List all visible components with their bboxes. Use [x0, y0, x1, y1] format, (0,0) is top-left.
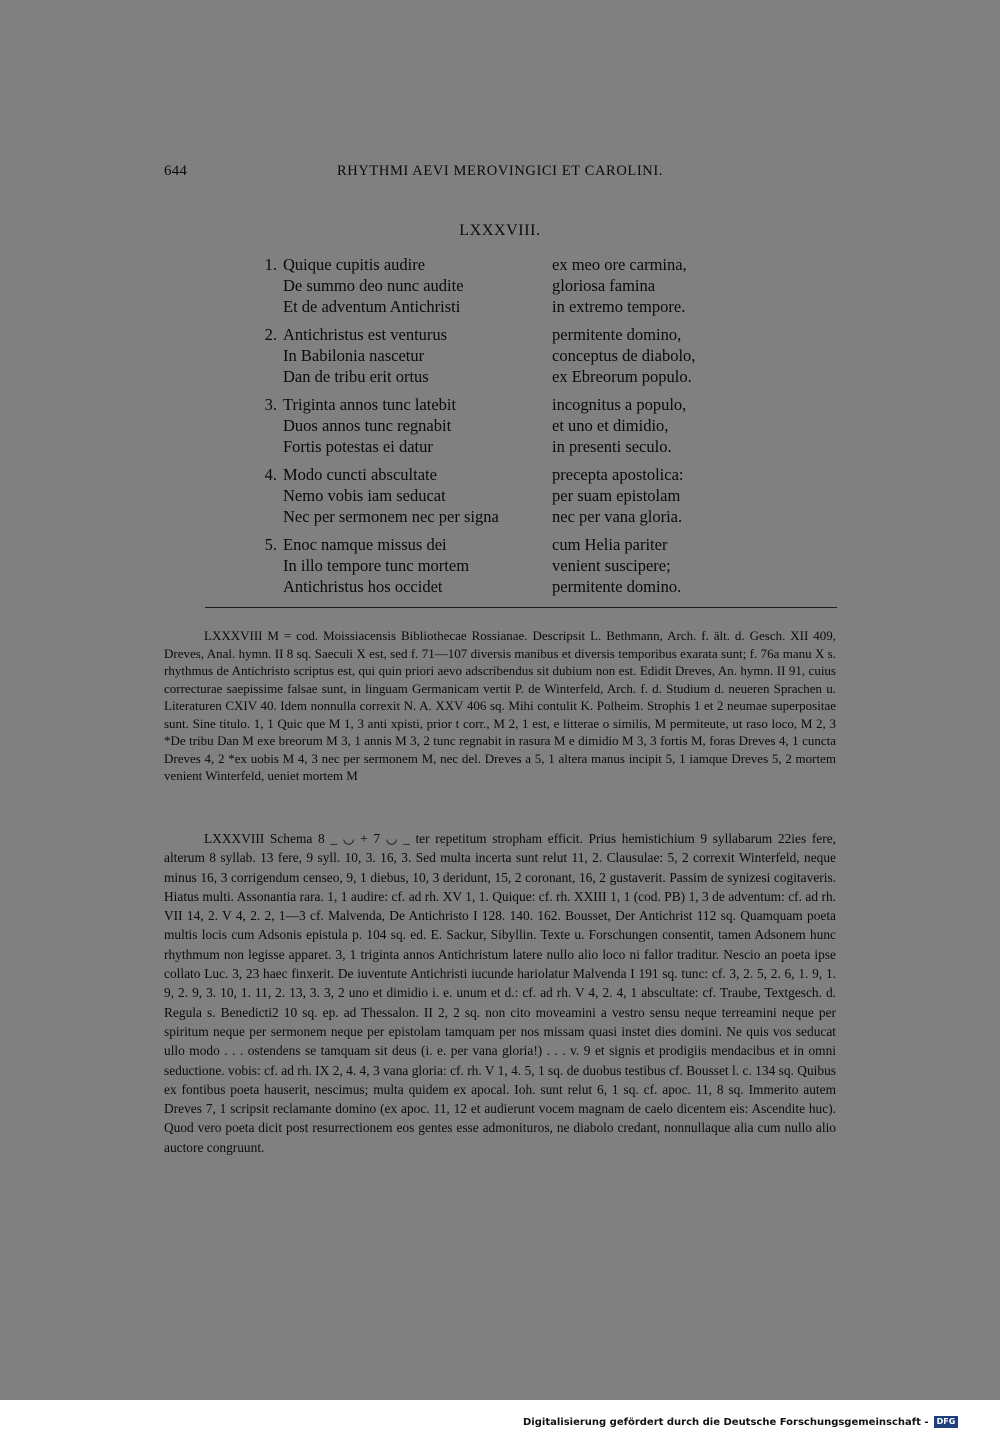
- line-second-half: permitente domino,: [552, 325, 682, 344]
- stanza-number: 4.: [264, 465, 277, 484]
- line-second-half: conceptus de diabolo,: [552, 346, 696, 365]
- footer-text: Digitalisierung gefördert durch die Deutsche Forschungsgemeinschaft -: [523, 1417, 929, 1428]
- line-first-half: Nec per sermonem nec per signa: [283, 507, 499, 526]
- line-first-half: Enoc namque missus dei: [283, 535, 447, 554]
- poem-line: [255, 275, 775, 296]
- poem-line: [255, 254, 775, 275]
- line-first-half: Quique cupitis audire: [283, 255, 426, 274]
- stanza-5: [255, 534, 775, 597]
- poem-line: [255, 506, 775, 527]
- line-first-half: Dan de tribu erit ortus: [283, 367, 429, 386]
- stanza-number: 1.: [264, 255, 277, 274]
- poem-line: [255, 485, 775, 506]
- poem-line: [255, 366, 775, 387]
- stanza-number: 5.: [264, 535, 277, 554]
- running-title: RHYTHMI AEVI MEROVINGICI ET CAROLINI.: [337, 163, 664, 179]
- line-first-half: Fortis potestas ei datur: [283, 437, 433, 456]
- line-second-half: precepta apostolica:: [552, 465, 684, 484]
- poem-line: [255, 345, 775, 366]
- line-first-half: Triginta annos tunc latebit: [283, 395, 457, 414]
- line-first-half: Nemo vobis iam seducat: [283, 486, 446, 505]
- stanza-number: 3.: [264, 395, 277, 414]
- line-second-half: in extremo tempore.: [552, 297, 686, 316]
- line-second-half: in presenti seculo.: [552, 437, 672, 456]
- stanza-1: [255, 254, 775, 317]
- funding-footer: [523, 1416, 958, 1428]
- poem-line: [255, 415, 775, 436]
- line-first-half: Duos annos tunc regnabit: [283, 416, 452, 435]
- line-second-half: et uno et dimidio,: [552, 416, 669, 435]
- commentary: [164, 829, 836, 1157]
- stanza-3: [255, 394, 775, 457]
- poem-line: [255, 394, 775, 415]
- line-first-half: De summo deo nunc audite: [283, 276, 464, 295]
- line-second-half: incognitus a populo,: [552, 395, 687, 414]
- stanza-number: 2.: [264, 325, 277, 344]
- line-second-half: gloriosa famina: [552, 276, 656, 295]
- line-first-half: Antichristus hos occidet: [283, 577, 443, 596]
- poem-title: LXXXVIII.: [459, 222, 541, 239]
- commentary-text: LXXXVIII Schema 8 _ ◡ + 7 ◡ _ ter repetitum stropham efficit. Prius hemistichium 9 syllabarum 22ies fere, alterum 8 syllab. 13 fere, 9 syll. 10, 3. 16, 3. Sed multa incerta sunt relut 11, 2. Clausulae: 5, 2 correxit Winterfeld, neque minus 16, 3 corrigendum censeo, 9, 1 diebus, 10, 3 deridunt, 15, 2 coronant, 16, 2 gustaverit. Passim de synizesi cogitaveris. Hiatus multi. Assonantia rara. 1, 1 audire: cf. ad rh. XV 1, 1. Quique: cf. rh. XXIII 1, 1 (cod. PB) 1, 3 de adventum: cf. ad rh. VII 14, 2. V 4, 2. 2, 1—3 cf. Malvenda, De Antichristo I 128. 140. 162. Bousset, Der Antichrist 112 sq. Quamquam poeta multis locis cum Adsonis epistula p. 104 sq. ed. E. Sackur, Sibyllin. Texte u. Forschungen consentit, tamen Adsonem hunc rhythmum non legisse apparet. 3, 1 triginta annos Antichristum latere nullo alio loco ni fallor traditur. Nescio an poeta ipse collato Luc. 3, 23 haec finxerit. De iuventute Antichristi iucunde hariolatur Malvenda I 191 sq. tunc: cf. 3, 2. 5, 2. 6, 1. 9, 1. 9, 2. 9, 3. 10, 1. 11, 2. 13, 3. 3, 2 uno et dimidio i. e. unum et d.: cf. ad rh. V 4, 2. 4, 1 abscultate: cf. Traube, Textgesch. d. Regula s. Benedicti2 10 sq. ep. ad Thessalon. II 2, 2 sq. non cito moveamini a vestro sensu neque terreamini neque per spiritum neque per sermonem neque per epistolam tamquam per nos missam quasi instet dies domini. Ne quis vos seducat ullo modo . . . ostendens se tamquam sit deus (i. e. per vana gloria!) . . . v. 9 et signis et prodigiis mendacibus et in omni seductione. vobis: cf. ad rh. IX 2, 4. 4, 3 vana gloria: cf. rh. V 1, 4. 5, 1 sq. de duobus testibus cf. Bousset l. c. 134 sq. Quibus ex fontibus poeta hauserit, nescimus; multa quidem ex apocal. Ioh. sunt relut 6, 1 sq. cf. apoc. 11, 8 sq. Immerito autem Dreves 7, 1 scripsit reclamante domino (ex apoc. 11, 12 et audierunt vocem magnam de caelo dicentem eis: Ascendite huc). Quod vero poeta dicit post resurrectionem eos gentes esse admonituros, ne diabolo credant, nonnullaque alia cum nullo alio auctore congruunt.: [164, 831, 836, 1155]
- dfg-logo: DFG: [934, 1416, 958, 1428]
- critical-apparatus: [164, 627, 836, 785]
- section-divider: [205, 607, 837, 608]
- poem-line: [255, 534, 775, 555]
- line-second-half: nec per vana gloria.: [552, 507, 683, 526]
- poem-line: [255, 324, 775, 345]
- apparatus-text: LXXXVIII M = cod. Moissiacensis Bibliothecae Rossianae. Descripsit L. Bethmann, Arch. f. ält. d. Gesch. XII 409, Dreves, Anal. hymn. II 8 sq. Saeculi X est, sed f. 71—107 diversis manibus et diversis temporibus exarata sunt; f. 76a manu X s. rhythmus de Antichristo scriptus est, qui quin priori aevo adscribendus sit dubium non est. Edidit Dreves, An. hymn. II 91, cuius correcturae saepissime falsae sunt, in linguam Germanicam vertit P. de Winterfeld, Arch. f. d. Studium d. neueren Sprachen u. Literaturen CXIV 40. Idem nonnulla correxit N. A. XXV 406 sq. Mihi contulit K. Polheim. Strophis 1 et 2 neumae superpositae sunt. Sine titulo. 1, 1 Quic que M 1, 3 anti xpisti, prior t corr., M 2, 1 est, e litterae o similis, M permiteute, ut raso loco, M 2, 3 *De tribu Dan M exe breorum M 3, 1 annis M 3, 2 tunc regnabit in rasura M e dimidio M 3, 3 fortis M, foras Dreves 4, 1 cuncta Dreves 4, 2 *ex uobis M 4, 3 nec per sermonem M, nec del. Dreves a 5, 1 altera manus incipit 5, 1 iamque Dreves 5, 2 mortem venient Winterfeld, ueniet mortem M: [164, 628, 836, 783]
- poem-line: [255, 555, 775, 576]
- line-first-half: Modo cuncti abscultate: [283, 465, 437, 484]
- poem-line: [255, 576, 775, 597]
- line-second-half: ex Ebreorum populo.: [552, 367, 692, 386]
- poem-line: [255, 296, 775, 317]
- line-second-half: permitente domino.: [552, 577, 682, 596]
- line-first-half: In Babilonia nascetur: [283, 346, 425, 365]
- line-second-half: cum Helia pariter: [552, 535, 668, 554]
- line-first-half: Et de adventum Antichristi: [283, 297, 461, 316]
- page-number: 644: [164, 163, 188, 179]
- stanza-4: [255, 464, 775, 527]
- poem-line: [255, 436, 775, 457]
- stanza-2: [255, 324, 775, 387]
- line-second-half: per suam epistolam: [552, 486, 681, 505]
- line-second-half: ex meo ore carmina,: [552, 255, 687, 274]
- line-first-half: In illo tempore tunc mortem: [283, 556, 470, 575]
- line-first-half: Antichristus est venturus: [283, 325, 448, 344]
- line-second-half: venient suscipere;: [552, 556, 671, 575]
- poem: [255, 254, 775, 604]
- poem-line: [255, 464, 775, 485]
